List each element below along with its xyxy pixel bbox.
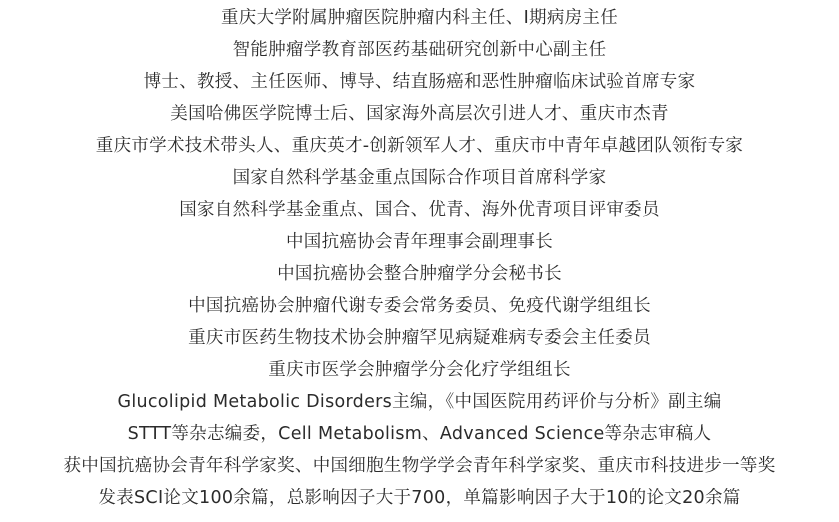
bio-line-review-committee: 国家自然科学基金重点、国合、优青、海外优青项目评审委员	[179, 200, 660, 220]
bio-line-youth-council: 中国抗癌协会青年理事会副理事长	[286, 232, 553, 252]
bio-line-rare-disease-committee: 重庆市医药生物技术协会肿瘤罕见病疑难病专委会主任委员	[188, 328, 651, 348]
bio-line-integrative-oncology: 中国抗癌协会整合肿瘤学分会秘书长	[277, 264, 562, 284]
bio-line-chief-scientist: 国家自然科学基金重点国际合作项目首席科学家	[232, 168, 607, 188]
bio-line-talent-honors: 重庆市学术技术带头人、重庆英才-创新领军人才、重庆市中青年卓越团队领衔专家	[95, 136, 744, 156]
biography-list	[0, 2, 839, 514]
bio-line-chemotherapy-group: 重庆市医学会肿瘤学分会化疗学组组长	[268, 360, 571, 380]
bio-line-metabolism-committee: 中国抗癌协会肿瘤代谢专委会常务委员、免疫代谢学组组长	[188, 296, 651, 316]
bio-line-awards: 获中国抗癌协会青年科学家奖、中国细胞生物学学会青年科学家奖、重庆市科技进步一等奖	[63, 456, 776, 476]
bio-line-editor-in-chief: Glucolipid Metabolic Disorders主编，《中国医院用药评价与分析》副主编	[117, 392, 722, 412]
bio-line-titles: 博士、教授、主任医师、博导、结直肠癌和恶性肿瘤临床试验首席专家	[143, 72, 696, 92]
bio-line-postdoc: 美国哈佛医学院博士后、国家海外高层次引进人才、重庆市杰青	[170, 104, 669, 124]
bio-line-research-center: 智能肿瘤学教育部医药基础研究创新中心副主任	[232, 40, 607, 60]
bio-line-publications: 发表SCI论文100余篇，总影响因子大于700，单篇影响因子大于10的论文20余篇	[98, 488, 741, 508]
bio-line-editorial-board: STTT等杂志编委，Cell Metabolism、Advanced Science等杂志审稿人	[127, 424, 712, 444]
bio-line-current-position: 重庆大学附属肿瘤医院肿瘤内科主任、I期病房主任	[220, 8, 619, 28]
